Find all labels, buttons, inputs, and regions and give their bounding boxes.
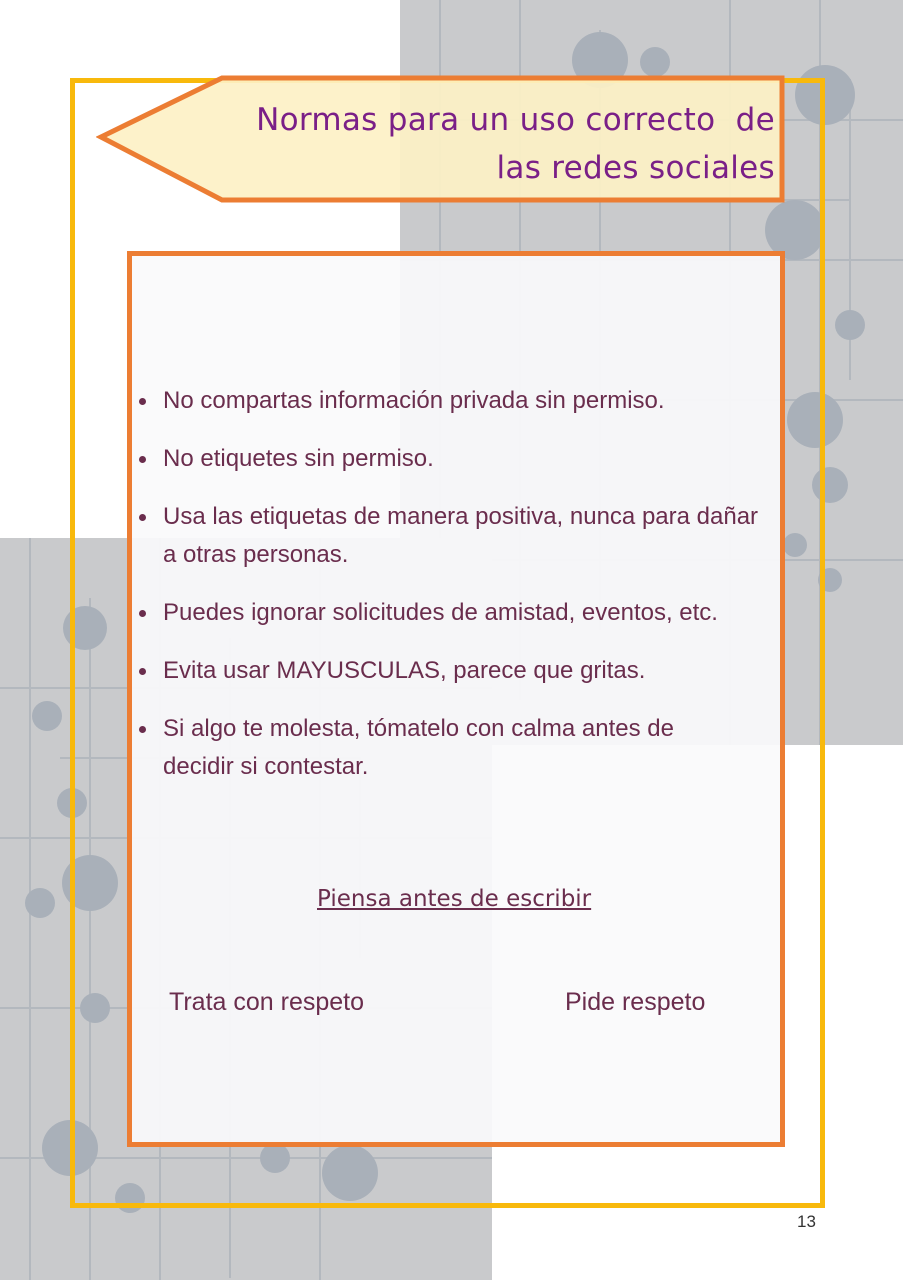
bullet-icon — [139, 726, 146, 733]
rule-text: Puedes ignorar solicitudes de amistad, eventos, etc. — [163, 599, 718, 626]
rule-item — [137, 440, 777, 478]
title-line-1: Normas para un uso correcto de — [256, 102, 775, 138]
rule-item — [137, 382, 777, 420]
bullet-icon — [139, 398, 146, 405]
rule-item — [137, 710, 777, 786]
bullet-icon — [139, 668, 146, 675]
slogan-right: Pide respeto — [565, 988, 706, 1016]
bullet-icon — [139, 610, 146, 617]
motto: Piensa antes de escribir — [317, 886, 592, 912]
rule-text: Evita usar MAYUSCULAS, parece que gritas. — [163, 657, 646, 684]
rules-list — [137, 382, 777, 806]
title-line-2: las redes sociales — [496, 150, 775, 186]
slogan-left: Trata con respeto — [169, 988, 365, 1016]
rule-item — [137, 594, 777, 632]
page-number: 13 — [797, 1212, 816, 1231]
rule-text: No compartas información privada sin permiso. — [163, 387, 665, 414]
rule-text: Si algo te molesta, tómatelo con calma antes de decidir si contestar. — [163, 715, 674, 780]
rule-item — [137, 652, 777, 690]
bullet-icon — [139, 456, 146, 463]
rule-text: No etiquetes sin permiso. — [163, 445, 434, 472]
page-title — [256, 96, 775, 192]
rule-text: Usa las etiquetas de manera positiva, nunca para dañar a otras personas. — [163, 503, 759, 568]
rule-item — [137, 498, 777, 574]
bullet-icon — [139, 514, 146, 521]
